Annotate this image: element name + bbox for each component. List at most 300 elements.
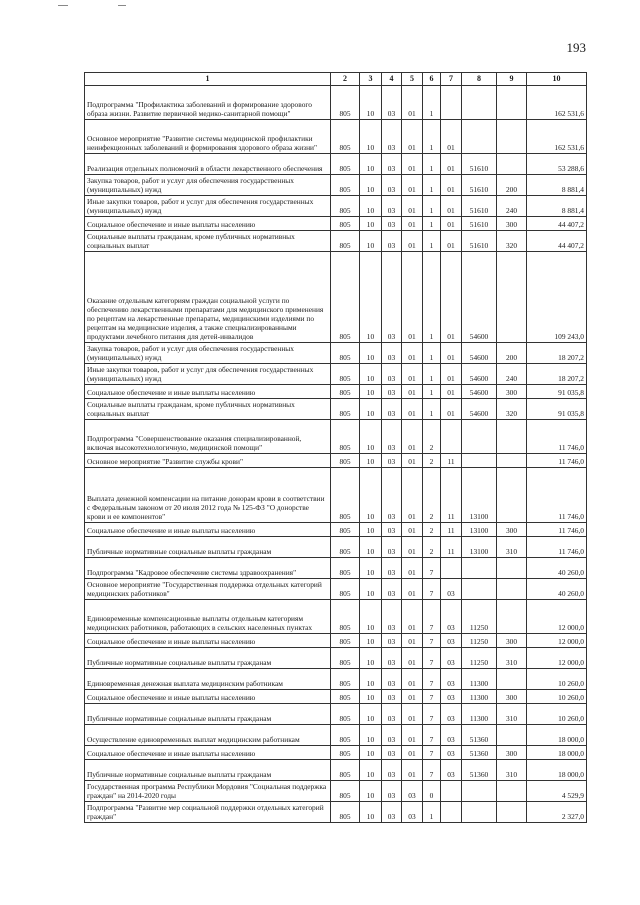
row-cell-col-5: 01 — [402, 760, 423, 781]
row-cell-col-4: 03 — [382, 86, 402, 120]
row-cell-col-7: 03 — [441, 648, 462, 669]
row-cell-col-5: 01 — [402, 537, 423, 558]
row-cell-col-5: 01 — [402, 579, 423, 600]
row-cell-col-10: 40 260,0 — [527, 558, 587, 579]
row-cell-col-4: 03 — [382, 399, 402, 420]
row-cell-col-9 — [497, 781, 527, 802]
row-description: Социальные выплаты гражданам, кроме публичных нормативных социальных выплат — [85, 399, 331, 420]
row-cell-col-8: 54600 — [462, 364, 497, 385]
row-cell-col-9: 300 — [497, 690, 527, 704]
row-cell-col-10: 18 000,0 — [527, 760, 587, 781]
table-row — [85, 523, 587, 537]
row-cell-col-3: 10 — [360, 252, 382, 343]
row-cell-col-7: 01 — [441, 217, 462, 231]
row-cell-col-5: 01 — [402, 343, 423, 364]
row-cell-col-4: 03 — [382, 600, 402, 634]
row-cell-col-9 — [497, 579, 527, 600]
row-cell-col-7: 11 — [441, 523, 462, 537]
row-cell-col-2: 805 — [331, 802, 360, 823]
row-cell-col-6: 7 — [423, 558, 441, 579]
row-cell-col-7: 01 — [441, 231, 462, 252]
row-cell-col-3: 10 — [360, 399, 382, 420]
row-cell-col-10: 91 035,8 — [527, 399, 587, 420]
row-cell-col-9 — [497, 420, 527, 454]
table-row — [85, 704, 587, 725]
row-cell-col-9: 200 — [497, 175, 527, 196]
row-cell-col-9 — [497, 558, 527, 579]
row-cell-col-6: 7 — [423, 579, 441, 600]
row-cell-col-7: 01 — [441, 364, 462, 385]
row-cell-col-9 — [497, 86, 527, 120]
budget-table — [84, 72, 587, 823]
row-cell-col-7: 01 — [441, 120, 462, 154]
column-header-10: 10 — [527, 73, 587, 86]
row-cell-col-9 — [497, 454, 527, 468]
row-cell-col-9 — [497, 252, 527, 343]
row-description: Публичные нормативные социальные выплаты гражданам — [85, 760, 331, 781]
row-cell-col-8: 51610 — [462, 196, 497, 217]
row-description: Социальное обеспечение и иные выплаты населению — [85, 217, 331, 231]
row-cell-col-6: 1 — [423, 802, 441, 823]
table-row — [85, 537, 587, 558]
row-cell-col-7: 03 — [441, 725, 462, 746]
row-cell-col-10: 53 288,6 — [527, 154, 587, 175]
row-cell-col-4: 03 — [382, 231, 402, 252]
row-cell-col-10: 40 260,0 — [527, 579, 587, 600]
row-description: Основное мероприятие "Развитие системы медицинской профилактики неинфекционных заболеваний и формирования здорового образа жизни" — [85, 120, 331, 154]
row-description: Социальное обеспечение и иные выплаты населению — [85, 385, 331, 399]
row-description: Публичные нормативные социальные выплаты гражданам — [85, 704, 331, 725]
row-cell-col-6: 7 — [423, 704, 441, 725]
row-cell-col-10: 11 746,0 — [527, 468, 587, 523]
row-cell-col-5: 03 — [402, 802, 423, 823]
column-header-1: 1 — [85, 73, 331, 86]
row-cell-col-6: 1 — [423, 343, 441, 364]
row-cell-col-8: 54600 — [462, 343, 497, 364]
row-cell-col-7: 03 — [441, 760, 462, 781]
row-cell-col-6: 7 — [423, 746, 441, 760]
row-cell-col-4: 03 — [382, 523, 402, 537]
row-cell-col-6: 1 — [423, 399, 441, 420]
row-cell-col-5: 01 — [402, 468, 423, 523]
row-cell-col-2: 805 — [331, 175, 360, 196]
row-cell-col-3: 10 — [360, 634, 382, 648]
row-cell-col-10: 11 746,0 — [527, 537, 587, 558]
row-cell-col-5: 01 — [402, 746, 423, 760]
row-cell-col-7 — [441, 802, 462, 823]
row-cell-col-4: 03 — [382, 468, 402, 523]
row-cell-col-10: 18 000,0 — [527, 746, 587, 760]
row-cell-col-2: 805 — [331, 704, 360, 725]
row-cell-col-3: 10 — [360, 600, 382, 634]
row-description: Публичные нормативные социальные выплаты гражданам — [85, 537, 331, 558]
row-cell-col-4: 03 — [382, 120, 402, 154]
column-header-8: 8 — [462, 73, 497, 86]
row-cell-col-5: 01 — [402, 634, 423, 648]
table-row — [85, 600, 587, 634]
row-cell-col-7 — [441, 558, 462, 579]
row-cell-col-7: 03 — [441, 704, 462, 725]
row-cell-col-8: 13100 — [462, 468, 497, 523]
row-cell-col-7: 01 — [441, 252, 462, 343]
column-header-2: 2 — [331, 73, 360, 86]
row-cell-col-10: 91 035,8 — [527, 385, 587, 399]
row-cell-col-4: 03 — [382, 196, 402, 217]
column-header-9: 9 — [497, 73, 527, 86]
row-cell-col-3: 10 — [360, 523, 382, 537]
table-row — [85, 385, 587, 399]
row-cell-col-3: 10 — [360, 690, 382, 704]
row-cell-col-9: 300 — [497, 634, 527, 648]
row-cell-col-10: 4 529,9 — [527, 781, 587, 802]
row-cell-col-9 — [497, 468, 527, 523]
row-cell-col-9 — [497, 120, 527, 154]
row-description: Государственная программа Республики Мордовия "Социальная поддержка граждан" на 2014-2020 годы — [85, 781, 331, 802]
row-cell-col-7 — [441, 420, 462, 454]
row-cell-col-7: 11 — [441, 468, 462, 523]
row-cell-col-3: 10 — [360, 781, 382, 802]
row-cell-col-4: 03 — [382, 634, 402, 648]
header-row — [85, 73, 587, 86]
row-cell-col-8: 11250 — [462, 634, 497, 648]
row-description: Социальное обеспечение и иные выплаты населению — [85, 746, 331, 760]
row-cell-col-5: 01 — [402, 364, 423, 385]
row-cell-col-2: 805 — [331, 648, 360, 669]
row-cell-col-6: 1 — [423, 364, 441, 385]
row-cell-col-10: 2 327,0 — [527, 802, 587, 823]
row-cell-col-2: 805 — [331, 399, 360, 420]
row-cell-col-8: 11250 — [462, 648, 497, 669]
row-cell-col-2: 805 — [331, 196, 360, 217]
row-cell-col-4: 03 — [382, 579, 402, 600]
row-cell-col-9: 310 — [497, 704, 527, 725]
row-cell-col-6: 1 — [423, 154, 441, 175]
table-row — [85, 648, 587, 669]
row-cell-col-9: 200 — [497, 343, 527, 364]
row-description: Социальное обеспечение и иные выплаты населению — [85, 523, 331, 537]
row-cell-col-9: 320 — [497, 231, 527, 252]
row-cell-col-5: 01 — [402, 231, 423, 252]
row-cell-col-10: 18 000,0 — [527, 725, 587, 746]
row-cell-col-10: 12 000,0 — [527, 634, 587, 648]
row-cell-col-6: 2 — [423, 454, 441, 468]
row-cell-col-8: 51610 — [462, 154, 497, 175]
column-header-7: 7 — [441, 73, 462, 86]
row-cell-col-10: 8 881,4 — [527, 196, 587, 217]
row-cell-col-9: 310 — [497, 648, 527, 669]
row-cell-col-4: 03 — [382, 704, 402, 725]
row-cell-col-7: 01 — [441, 385, 462, 399]
row-cell-col-5: 01 — [402, 86, 423, 120]
row-cell-col-5: 01 — [402, 154, 423, 175]
row-cell-col-9 — [497, 802, 527, 823]
row-cell-col-2: 805 — [331, 343, 360, 364]
row-cell-col-9: 300 — [497, 523, 527, 537]
row-cell-col-4: 03 — [382, 725, 402, 746]
row-cell-col-6: 1 — [423, 252, 441, 343]
table-row — [85, 252, 587, 343]
row-cell-col-3: 10 — [360, 231, 382, 252]
row-cell-col-6: 7 — [423, 600, 441, 634]
row-cell-col-5: 01 — [402, 175, 423, 196]
row-cell-col-6: 7 — [423, 760, 441, 781]
row-cell-col-8: 51610 — [462, 231, 497, 252]
row-cell-col-8 — [462, 454, 497, 468]
row-cell-col-2: 805 — [331, 86, 360, 120]
table-row — [85, 760, 587, 781]
row-cell-col-6: 7 — [423, 690, 441, 704]
row-cell-col-4: 03 — [382, 217, 402, 231]
scan-mark — [118, 5, 126, 6]
row-cell-col-7: 01 — [441, 196, 462, 217]
row-description: Единовременные компенсационные выплаты отдельным категориям медицинских работников, работающих в сельских населенных пунктах — [85, 600, 331, 634]
row-cell-col-3: 10 — [360, 120, 382, 154]
row-cell-col-9: 310 — [497, 760, 527, 781]
row-description: Подпрограмма "Развитие мер социальной поддержки отдельных категорий граждан" — [85, 802, 331, 823]
row-cell-col-8: 51610 — [462, 217, 497, 231]
row-cell-col-3: 10 — [360, 154, 382, 175]
row-cell-col-2: 805 — [331, 420, 360, 454]
row-description: Социальное обеспечение и иные выплаты населению — [85, 690, 331, 704]
table-row — [85, 690, 587, 704]
row-cell-col-5: 01 — [402, 252, 423, 343]
row-cell-col-10: 18 207,2 — [527, 343, 587, 364]
row-cell-col-8 — [462, 781, 497, 802]
row-cell-col-3: 10 — [360, 468, 382, 523]
row-cell-col-2: 805 — [331, 252, 360, 343]
row-cell-col-8: 11250 — [462, 600, 497, 634]
row-cell-col-4: 03 — [382, 781, 402, 802]
row-cell-col-7: 03 — [441, 669, 462, 690]
row-cell-col-3: 10 — [360, 454, 382, 468]
row-cell-col-6: 2 — [423, 468, 441, 523]
row-cell-col-3: 10 — [360, 648, 382, 669]
row-cell-col-10: 44 407,2 — [527, 231, 587, 252]
row-cell-col-2: 805 — [331, 385, 360, 399]
row-cell-col-4: 03 — [382, 175, 402, 196]
table-row — [85, 175, 587, 196]
table-row — [85, 154, 587, 175]
row-cell-col-8 — [462, 420, 497, 454]
row-cell-col-6: 1 — [423, 175, 441, 196]
row-cell-col-7: 01 — [441, 175, 462, 196]
row-cell-col-4: 03 — [382, 760, 402, 781]
row-cell-col-5: 01 — [402, 385, 423, 399]
row-cell-col-2: 805 — [331, 634, 360, 648]
row-cell-col-7: 03 — [441, 690, 462, 704]
row-cell-col-3: 10 — [360, 343, 382, 364]
row-cell-col-9 — [497, 669, 527, 690]
row-cell-col-2: 805 — [331, 454, 360, 468]
row-description: Публичные нормативные социальные выплаты гражданам — [85, 648, 331, 669]
row-description: Подпрограмма "Совершенствование оказания специализированной, включая высокотехнологичную, медицинской помощи" — [85, 420, 331, 454]
row-cell-col-8: 11300 — [462, 704, 497, 725]
row-cell-col-6: 2 — [423, 537, 441, 558]
table-body — [85, 86, 587, 823]
row-cell-col-2: 805 — [331, 579, 360, 600]
row-cell-col-6: 2 — [423, 420, 441, 454]
row-cell-col-10: 109 243,0 — [527, 252, 587, 343]
column-header-4: 4 — [382, 73, 402, 86]
table-row — [85, 746, 587, 760]
row-cell-col-10: 44 407,2 — [527, 217, 587, 231]
row-description: Основное мероприятие "Развитие службы крови" — [85, 454, 331, 468]
row-cell-col-5: 01 — [402, 217, 423, 231]
row-cell-col-6: 1 — [423, 217, 441, 231]
row-cell-col-4: 03 — [382, 690, 402, 704]
row-cell-col-2: 805 — [331, 217, 360, 231]
scan-mark — [58, 5, 68, 6]
row-description: Подпрограмма "Кадровое обеспечение системы здравоохранения" — [85, 558, 331, 579]
row-cell-col-10: 10 260,0 — [527, 704, 587, 725]
row-cell-col-8: 13100 — [462, 537, 497, 558]
table-row — [85, 364, 587, 385]
row-cell-col-9 — [497, 154, 527, 175]
row-cell-col-3: 10 — [360, 420, 382, 454]
row-cell-col-5: 03 — [402, 781, 423, 802]
row-cell-col-5: 01 — [402, 420, 423, 454]
row-cell-col-10: 8 881,4 — [527, 175, 587, 196]
row-description: Осуществление единовременных выплат медицинским работникам — [85, 725, 331, 746]
row-cell-col-8: 54600 — [462, 252, 497, 343]
row-description: Оказание отдельным категориям граждан социальной услуги по обеспечению лекарственными препаратами для медицинского применения по рецептам на лекарственные препараты, медицинскими изделиями по рецептам на медицинские изделия, а также специализированными продуктами лечебного питания для детей-инвалидов — [85, 252, 331, 343]
row-cell-col-4: 03 — [382, 669, 402, 690]
row-cell-col-2: 805 — [331, 154, 360, 175]
row-cell-col-8: 51360 — [462, 746, 497, 760]
row-cell-col-10: 12 000,0 — [527, 600, 587, 634]
table-row — [85, 217, 587, 231]
row-cell-col-6: 1 — [423, 86, 441, 120]
row-cell-col-2: 805 — [331, 725, 360, 746]
row-cell-col-2: 805 — [331, 690, 360, 704]
row-cell-col-3: 10 — [360, 364, 382, 385]
table-row — [85, 579, 587, 600]
row-cell-col-9: 310 — [497, 537, 527, 558]
row-cell-col-8 — [462, 802, 497, 823]
row-cell-col-7: 03 — [441, 634, 462, 648]
row-cell-col-4: 03 — [382, 252, 402, 343]
row-cell-col-2: 805 — [331, 468, 360, 523]
row-cell-col-7: 03 — [441, 579, 462, 600]
table-row — [85, 634, 587, 648]
row-cell-col-5: 01 — [402, 120, 423, 154]
row-cell-col-8 — [462, 86, 497, 120]
row-cell-col-2: 805 — [331, 558, 360, 579]
row-cell-col-6: 1 — [423, 120, 441, 154]
row-cell-col-2: 805 — [331, 669, 360, 690]
row-cell-col-10: 162 531,6 — [527, 86, 587, 120]
row-description: Социальные выплаты гражданам, кроме публичных нормативных социальных выплат — [85, 231, 331, 252]
row-cell-col-10: 162 531,6 — [527, 120, 587, 154]
row-cell-col-2: 805 — [331, 364, 360, 385]
table-row — [85, 343, 587, 364]
row-cell-col-3: 10 — [360, 669, 382, 690]
row-cell-col-3: 10 — [360, 704, 382, 725]
table-row — [85, 120, 587, 154]
table-row — [85, 454, 587, 468]
row-cell-col-7: 03 — [441, 600, 462, 634]
row-cell-col-9: 240 — [497, 196, 527, 217]
row-cell-col-2: 805 — [331, 781, 360, 802]
row-description: Закупка товаров, работ и услуг для обеспечения государственных (муниципальных) нужд — [85, 343, 331, 364]
row-cell-col-5: 01 — [402, 196, 423, 217]
column-header-3: 3 — [360, 73, 382, 86]
table-row — [85, 558, 587, 579]
row-cell-col-3: 10 — [360, 746, 382, 760]
row-cell-col-9: 300 — [497, 385, 527, 399]
row-cell-col-5: 01 — [402, 600, 423, 634]
row-cell-col-2: 805 — [331, 231, 360, 252]
row-cell-col-10: 11 746,0 — [527, 420, 587, 454]
row-cell-col-7: 01 — [441, 399, 462, 420]
row-cell-col-3: 10 — [360, 802, 382, 823]
table-row — [85, 781, 587, 802]
row-cell-col-8 — [462, 579, 497, 600]
row-cell-col-9 — [497, 600, 527, 634]
row-description: Закупка товаров, работ и услуг для обеспечения государственных (муниципальных) нужд — [85, 175, 331, 196]
row-cell-col-2: 805 — [331, 120, 360, 154]
row-cell-col-5: 01 — [402, 648, 423, 669]
row-cell-col-4: 03 — [382, 385, 402, 399]
row-cell-col-7: 03 — [441, 746, 462, 760]
table-row — [85, 468, 587, 523]
row-cell-col-10: 18 207,2 — [527, 364, 587, 385]
row-description: Подпрограмма "Профилактика заболеваний и формирование здорового образа жизни. Развитие первичной медико-санитарной помощи" — [85, 86, 331, 120]
row-cell-col-5: 01 — [402, 725, 423, 746]
row-cell-col-10: 10 260,0 — [527, 690, 587, 704]
row-cell-col-6: 7 — [423, 725, 441, 746]
row-cell-col-8: 54600 — [462, 385, 497, 399]
row-cell-col-8: 13100 — [462, 523, 497, 537]
row-cell-col-8 — [462, 558, 497, 579]
row-cell-col-8 — [462, 120, 497, 154]
row-cell-col-4: 03 — [382, 746, 402, 760]
row-cell-col-8: 54600 — [462, 399, 497, 420]
row-description: Иные закупки товаров, работ и услуг для обеспечения государственных (муниципальных) нужд — [85, 364, 331, 385]
row-cell-col-7: 11 — [441, 537, 462, 558]
row-cell-col-8: 51610 — [462, 175, 497, 196]
row-cell-col-10: 10 260,0 — [527, 669, 587, 690]
column-header-6: 6 — [423, 73, 441, 86]
row-cell-col-3: 10 — [360, 217, 382, 231]
row-cell-col-5: 01 — [402, 690, 423, 704]
column-header-5: 5 — [402, 73, 423, 86]
row-cell-col-5: 01 — [402, 669, 423, 690]
row-cell-col-9: 300 — [497, 217, 527, 231]
row-description: Основное мероприятие "Государственная поддержка отдельных категорий медицинских работников" — [85, 579, 331, 600]
row-cell-col-3: 10 — [360, 558, 382, 579]
table-row — [85, 86, 587, 120]
row-cell-col-9: 300 — [497, 746, 527, 760]
row-cell-col-4: 03 — [382, 454, 402, 468]
row-cell-col-4: 03 — [382, 343, 402, 364]
row-cell-col-7: 11 — [441, 454, 462, 468]
row-cell-col-5: 01 — [402, 454, 423, 468]
row-cell-col-7 — [441, 781, 462, 802]
row-cell-col-6: 7 — [423, 648, 441, 669]
table-row — [85, 196, 587, 217]
row-cell-col-4: 03 — [382, 802, 402, 823]
row-cell-col-6: 1 — [423, 385, 441, 399]
row-cell-col-3: 10 — [360, 579, 382, 600]
row-cell-col-3: 10 — [360, 385, 382, 399]
row-cell-col-8: 51360 — [462, 725, 497, 746]
row-cell-col-5: 01 — [402, 704, 423, 725]
row-cell-col-4: 03 — [382, 420, 402, 454]
row-cell-col-3: 10 — [360, 537, 382, 558]
row-cell-col-6: 7 — [423, 634, 441, 648]
page-number: 193 — [566, 40, 586, 55]
